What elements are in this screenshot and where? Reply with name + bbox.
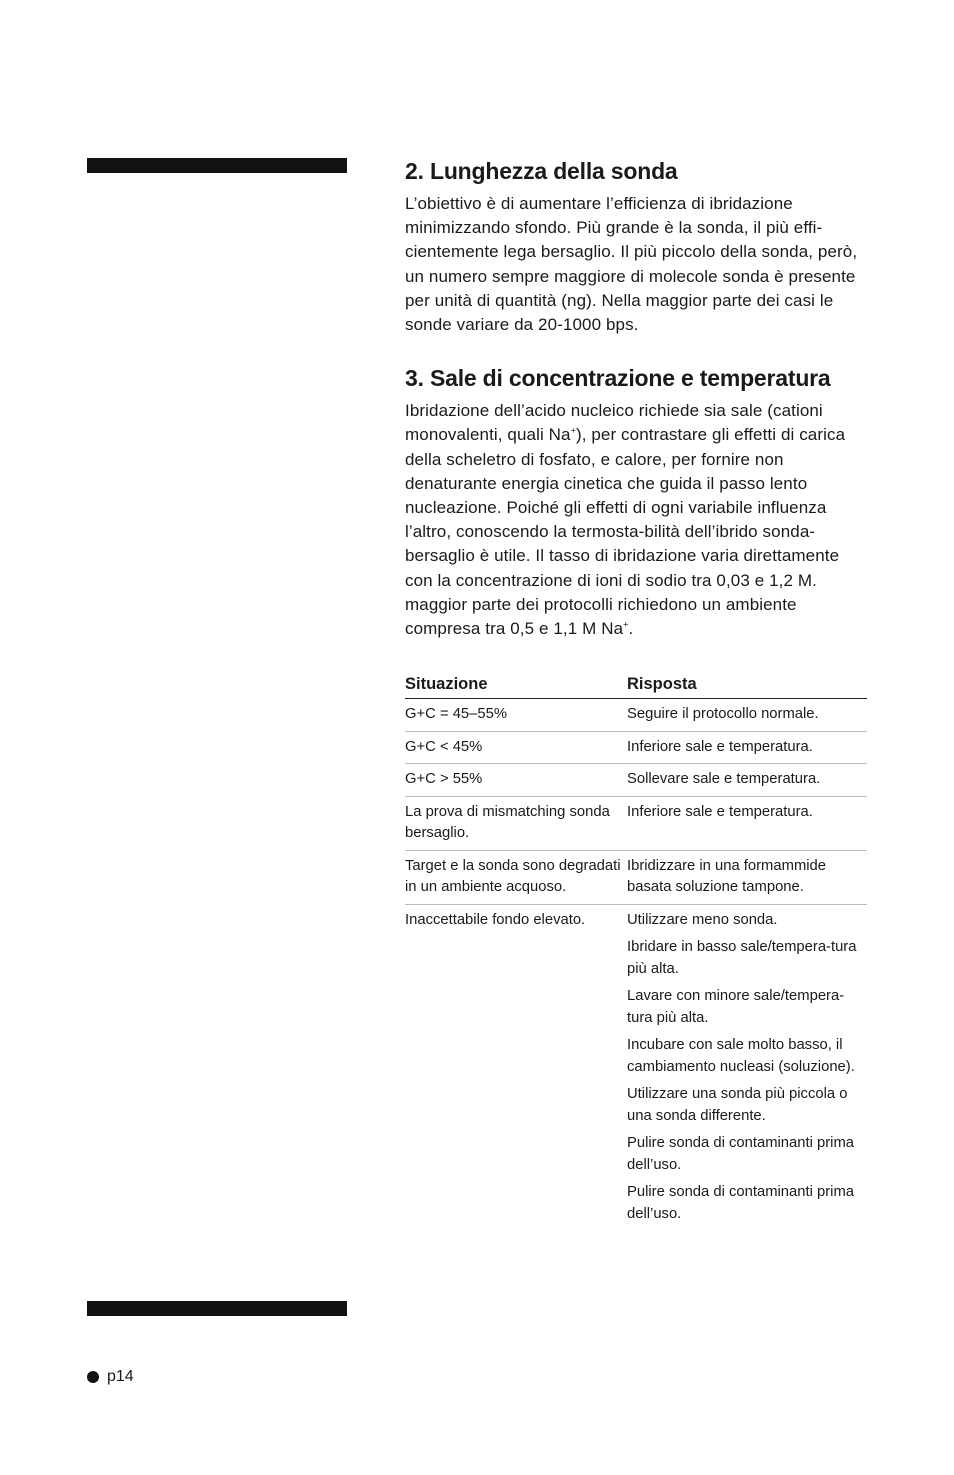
header-response: Risposta [627,675,867,699]
response-item: Utilizzare una sonda più piccola o una sonda differente. [627,1086,848,1124]
page-footer [87,1368,134,1386]
situation-cell: Target e la sonda sono degradati in un ambiente acquoso. [405,850,627,904]
table-row [405,796,867,850]
main-content [405,156,867,1230]
response-item: Pulire sonda di contaminanti prima dell’uso. [627,1135,855,1173]
situation-cell: La prova di mismatching sonda bersaglio. [405,796,627,850]
header-situation: Situazione [405,675,627,699]
table-row [405,731,867,764]
situation-cell: G+C = 45–55% [405,699,627,732]
response-item: Inferiore sale e temperatura. [627,803,813,820]
table-row [405,699,867,732]
section-2-body: L’obiettivo è di aumentare l’efficienza di ibridazione minimizzando sfondo. Più grande è la sonda, il più effi-cientemente lega bersaglio. Il più piccolo della sonda, però, un numero sempre maggiore di molecole sonda è presente per unità di quantità (ng). Nella maggior parte dei casi le sonde variare da 20-1000 bps. [405,194,858,335]
section-3-body-part1: Ibridazione dell’acido nucleico richiede sia sale (cationi monovalenti, quali Na [405,401,823,445]
section-probe-length [405,156,867,337]
response-item: Pulire sonda di contaminanti prima dell’uso. [627,1184,855,1222]
bottom-decorative-bar [87,1301,347,1316]
section-2-title: 2. Lunghezza della sonda [405,158,678,184]
section-3-body-part3: . [628,619,634,639]
response-cell [627,850,867,904]
response-cell [627,731,867,764]
situation-cell: Inaccettabile fondo elevato. [405,911,586,928]
response-item: Sollevare sale e temperatura. [627,771,821,788]
response-item: Incubare con sale molto basso, il cambiamento nucleasi (soluzione). [627,1037,855,1075]
response-cell [627,699,867,732]
top-decorative-bar [87,158,347,173]
response-item: Lavare con minore sale/tempera-tura più alta. [627,988,845,1026]
superscript-plus: + [570,425,576,436]
situation-cell: G+C > 55% [405,764,627,797]
table-body [405,699,867,1231]
section-3-title: 3. Sale di concentrazione e temperatura [405,365,831,392]
response-item: Ibridare in basso sale/tempera-tura più alta. [627,939,857,977]
troubleshooting-table [405,675,867,1230]
response-item: Inferiore sale e temperatura. [627,738,813,755]
response-cell [627,764,867,797]
table-row [405,764,867,797]
table-header-row [405,675,867,699]
page-number: p14 [107,1368,134,1385]
response-item: Ibridizzare in una formammide basata soluzione tampone. [627,857,827,896]
superscript-plus: + [623,619,629,630]
response-cell [627,904,867,1230]
section-3-body [405,399,867,641]
response-cell [627,796,867,850]
situation-cell: G+C < 45% [405,731,627,764]
response-item: Utilizzare meno sonda. [627,911,778,928]
section-salt-temperature [405,363,867,641]
section-3-body-part2: ), per contrastare gli effetti di carica della scheletro di fosfato, e calore, per fornire non denaturante energia cinetica che guida il passo lento nucleazione. Poiché gli effetti di ogni variabile influenza l’altro, conoscendo la termosta-bilità dell’ibrido sonda-bersaglio è utile. Il tasso di ibridazione varia direttamente con la concentrazione di ioni di sodio tra 0,03 e 1,2 M. maggior parte dei protocolli richiedono un ambiente compresa tra 0,5 e 1,1 M Na [405,425,846,639]
bullet-dot-icon [87,1371,99,1383]
response-item: Seguire il protocollo normale. [627,706,819,723]
table-row [405,904,867,1230]
table-row [405,850,867,904]
